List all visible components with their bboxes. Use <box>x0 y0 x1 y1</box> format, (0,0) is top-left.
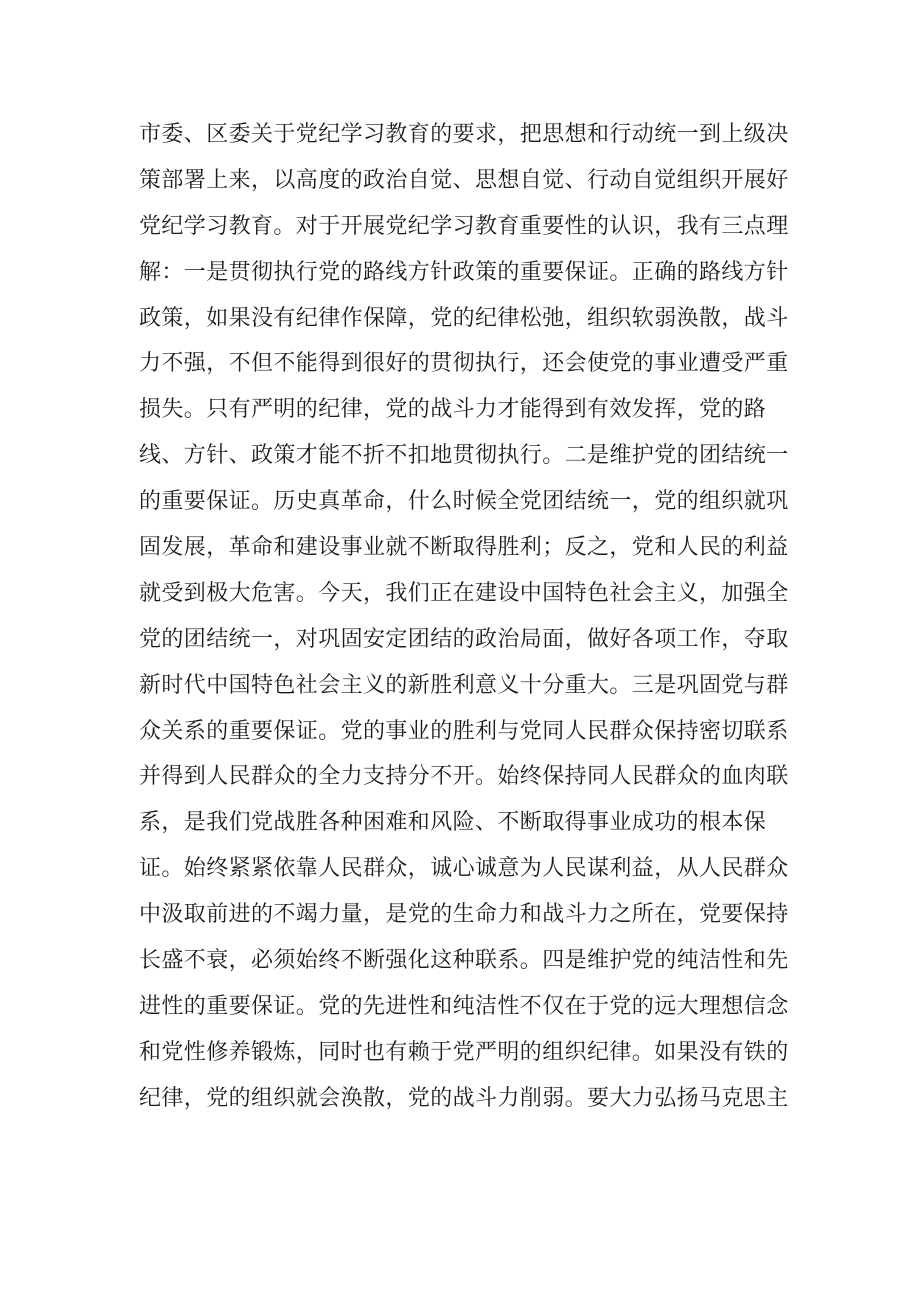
text-line: 证。始终紧紧依靠人民群众，诚心诚意为人民谋利益，从人民群众 <box>139 856 789 882</box>
body-paragraph <box>139 112 789 1122</box>
text-line: 长盛不衰，必须始终不断强化这种联系。四是维护党的纯洁性和先 <box>139 948 789 974</box>
text-line: 市委、区委关于党纪学习教育的要求，把思想和行动统一到上级决 <box>139 122 789 147</box>
text-line: 进性的重要保证。党的先进性和纯洁性不仅在于党的远大理想信念 <box>139 993 789 1019</box>
text-line: 党纪学习教育。对于开展党纪学习教育重要性的认识，我有三点理 <box>139 213 789 239</box>
text-line: 损失。只有严明的纪律，党的战斗力才能得到有效发挥，党的路 <box>139 397 767 423</box>
text-line: 政策，如果没有纪律作保障，党的纪律松弛，组织软弱涣散，战斗 <box>139 305 789 331</box>
text-line: 中汲取前进的不竭力量，是党的生命力和战斗力之所在，党要保持 <box>139 902 789 928</box>
text-line: 固发展，革命和建设事业就不断取得胜利；反之，党和人民的利益 <box>139 535 789 561</box>
text-line: 党的团结统一，对巩固安定团结的政治局面，做好各项工作，夺取 <box>139 626 789 652</box>
text-line: 解：一是贯彻执行党的路线方针政策的重要保证。正确的路线方针 <box>139 259 789 285</box>
text-line: 和党性修养锻炼，同时也有赖于党严明的组织纪律。如果没有铁的 <box>139 1039 789 1065</box>
text-line: 系，是我们党战胜各种困难和风险、不断取得事业成功的根本保 <box>139 810 767 836</box>
text-line: 线、方针、政策才能不折不扣地贯彻执行。二是维护党的团结统一 <box>139 443 789 469</box>
text-line: 纪律，党的组织就会涣散，党的战斗力削弱。要大力弘扬马克思主 <box>139 1085 789 1111</box>
text-line: 众关系的重要保证。党的事业的胜利与党同人民群众保持密切联系 <box>139 718 789 744</box>
text-line: 新时代中国特色社会主义的新胜利意义十分重大。三是巩固党与群 <box>139 672 789 698</box>
text-line: 策部署上来，以高度的政治自觉、思想自觉、行动自觉组织开展好 <box>139 167 789 193</box>
text-line: 力不强，不但不能得到很好的贯彻执行，还会使党的事业遭受严重 <box>139 351 789 377</box>
text-line: 并得到人民群众的全力支持分不开。始终保持同人民群众的血肉联 <box>139 764 789 790</box>
text-line: 的重要保证。历史真革命，什么时候全党团结统一，党的组织就巩 <box>139 489 789 515</box>
text-line: 就受到极大危害。今天，我们正在建设中国特色社会主义，加强全 <box>139 580 789 606</box>
